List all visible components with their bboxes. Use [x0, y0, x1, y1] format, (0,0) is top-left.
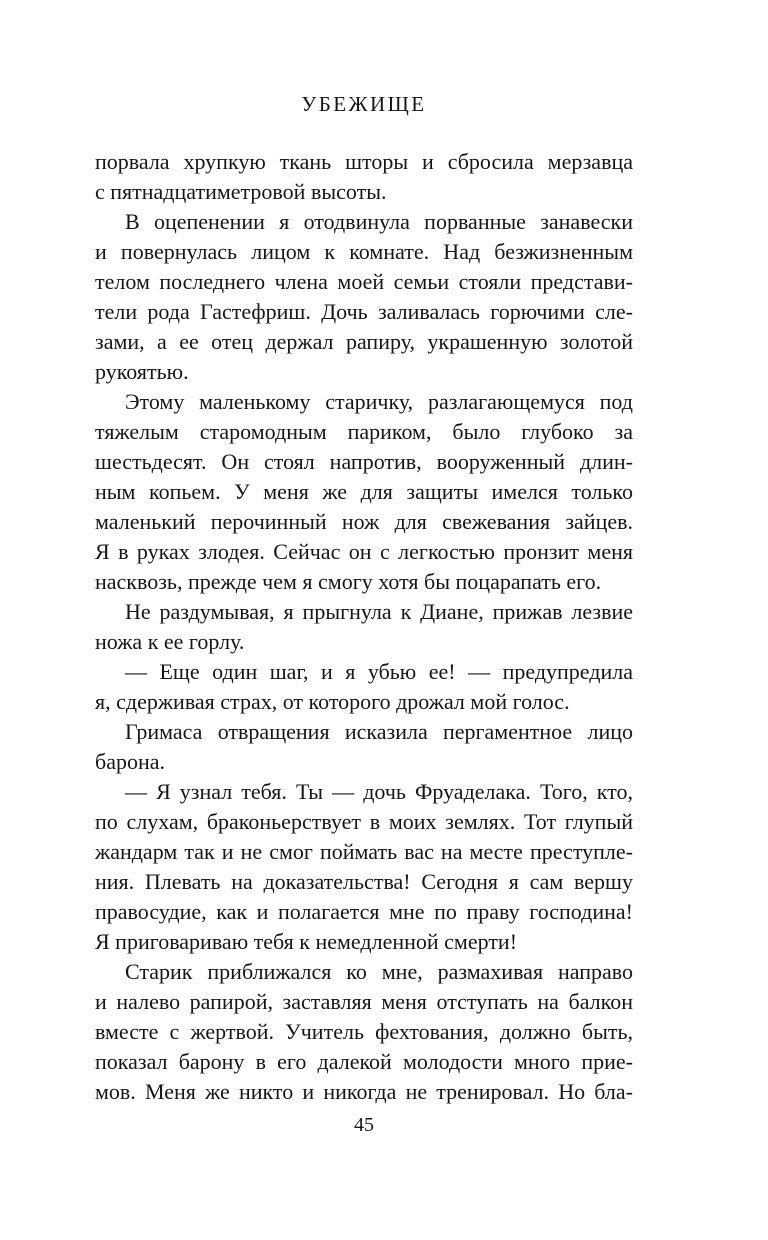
- text-line: тяжелым старомодным париком, было глубоко за: [95, 419, 633, 444]
- text-line: шестьдесят. Он стоял напротив, вооруженный длин-: [95, 449, 633, 474]
- text-line: В оцепенении я отодвинула порванные занавески: [125, 209, 633, 234]
- running-head: УБЕЖИЩЕ: [301, 92, 427, 116]
- text-line: жандарм так и не смог поймать вас на месте преступле-: [95, 839, 633, 864]
- text-line: телом последнего члена моей семьи стояли представи-: [95, 269, 633, 294]
- text-line: — Я узнал тебя. Ты — дочь Фруаделака. Того, кто,: [125, 779, 633, 804]
- text-line: тели рода Гастефриш. Дочь заливалась горючими сле-: [95, 299, 633, 324]
- text-line: и повернулась лицом к комнате. Над безжизненным: [95, 239, 633, 264]
- text-line: порвала хрупкую ткань шторы и сбросила мерзавца: [95, 149, 633, 174]
- text-line: ния. Плевать на доказательства! Сегодня я сам вершу: [95, 869, 633, 894]
- paragraph: [95, 207, 633, 387]
- text-line: барона.: [95, 749, 165, 774]
- text-line: и налево рапирой, заставляя меня отступать на балкон: [95, 989, 633, 1014]
- text-line: по слухам, браконьерствует в моих землях. Тот глупый: [95, 809, 633, 834]
- text-line: я, сдерживая страх, от которого дрожал мой голос.: [95, 689, 570, 714]
- text-line: вместе с жертвой. Учитель фехтования, должно быть,: [95, 1019, 633, 1044]
- text-block: [95, 147, 633, 1107]
- text-line: Я в руках злодея. Сейчас он с легкостью пронзит меня: [95, 539, 633, 564]
- paragraph: [95, 147, 633, 207]
- text-line: Гримаса отвращения исказила пергаментное лицо: [125, 719, 633, 744]
- text-line: рукоятью.: [95, 359, 189, 384]
- page-number: 45: [354, 1114, 374, 1136]
- paragraph: [95, 597, 633, 657]
- text-line: зами, а ее отец держал рапиру, украшенную золотой: [95, 329, 633, 354]
- text-line: Старик приближался ко мне, размахивая направо: [125, 959, 633, 984]
- text-line: с пятнадцатиметровой высоты.: [95, 179, 387, 204]
- paragraph: [95, 657, 633, 717]
- text-line: Этому маленькому старичку, разлагающемуся под: [125, 389, 633, 414]
- text-line: насквозь, прежде чем я смогу хотя бы поцарапать его.: [95, 569, 602, 594]
- text-line: ножа к ее горлу.: [95, 629, 245, 654]
- text-line: маленький перочинный нож для свежевания зайцев.: [95, 509, 633, 534]
- text-line: мов. Меня же никто и никогда не тренировал. Но бла-: [95, 1079, 633, 1104]
- text-line: правосудие, как и полагается мне по праву господина!: [95, 899, 633, 924]
- text-line: показал барону в его далекой молодости много прие-: [95, 1049, 633, 1074]
- text-line: Я приговариваю тебя к немедленной смерти!: [95, 929, 518, 954]
- paragraph: [95, 957, 633, 1107]
- text-line: Не раздумывая, я прыгнула к Диане, прижав лезвие: [125, 599, 633, 624]
- text-line: ным копьем. У меня же для защиты имелся только: [95, 479, 633, 504]
- paragraph: [95, 387, 633, 597]
- paragraph: [95, 717, 633, 777]
- text-line: — Еще один шаг, и я убью ее! — предупредила: [125, 659, 633, 684]
- paragraph: [95, 777, 633, 957]
